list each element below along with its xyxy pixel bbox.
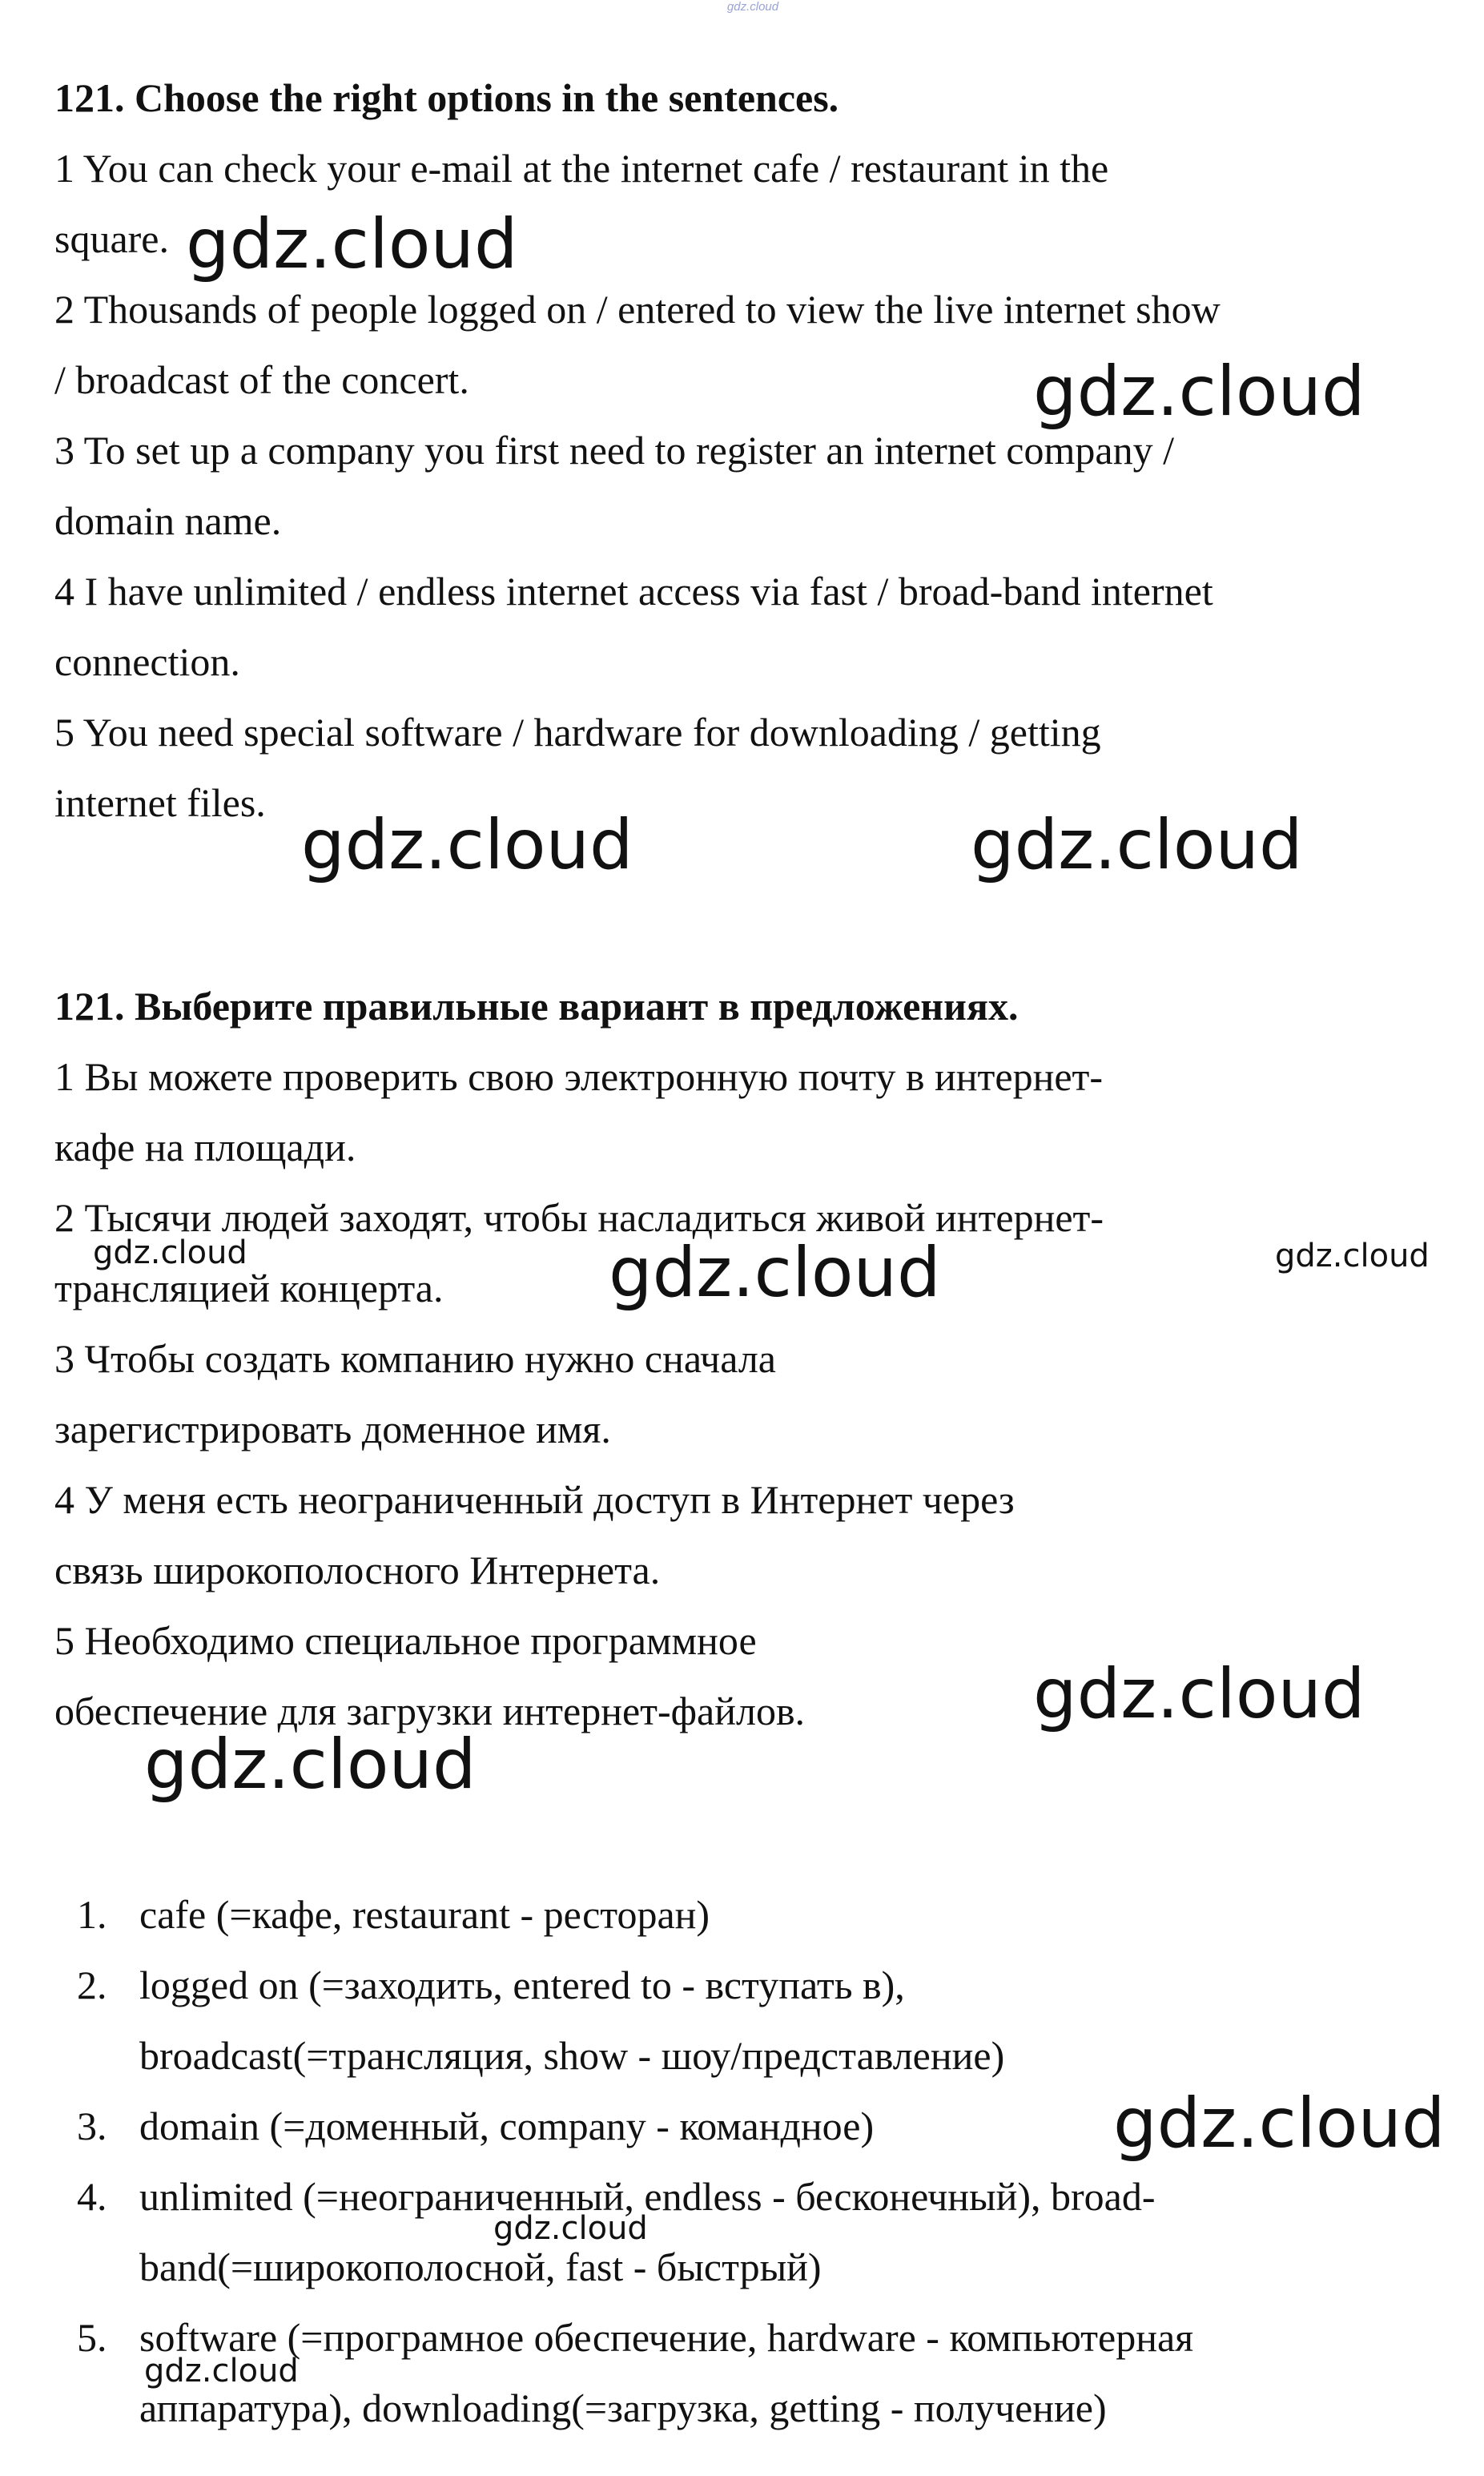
exercise-heading-ru: 121. Выберите правильные вариант в предложениях. xyxy=(54,984,1019,1029)
translation-line: 4 У меня есть неограниченный доступ в Интернет через xyxy=(54,1477,1015,1522)
translation-line: 5 Необходимо специальное программное xyxy=(54,1618,757,1663)
watermark: gdz.cloud xyxy=(301,805,633,885)
translation-line: трансляцией концерта. xyxy=(54,1266,444,1310)
watermark: gdz.cloud xyxy=(1033,352,1365,432)
english-exercise xyxy=(54,62,1432,838)
answer-line: cafe (=кафе, restaurant - ресторан) xyxy=(139,1892,710,1937)
answer-number: 5. xyxy=(77,2315,107,2360)
translation-line: кафе на площади. xyxy=(54,1125,356,1170)
answer-item xyxy=(54,1879,1432,1950)
watermark: gdz.cloud xyxy=(186,204,518,284)
sentence-line: 1 You can check your e-mail at the internet cafe / restaurant in the xyxy=(54,146,1109,191)
watermark: gdz.cloud xyxy=(971,805,1303,885)
answer-number: 3. xyxy=(77,2104,107,2148)
watermark: gdz.cloud xyxy=(1033,1654,1365,1734)
answer-line: band(=широкополосной, fast - быстрый) xyxy=(139,2245,822,2289)
watermark: gdz.cloud xyxy=(144,1725,477,1805)
exercise-heading-en: 121. Choose the right options in the sentences. xyxy=(54,75,839,120)
top-watermark: gdz.cloud xyxy=(726,0,779,14)
watermark: gdz.cloud xyxy=(493,2210,648,2247)
answer-line: broadcast(=трансляция, show - шоу/представление) xyxy=(139,2033,1005,2078)
translation-line: 3 Чтобы создать компанию нужно сначала xyxy=(54,1336,776,1381)
sentence-line: connection. xyxy=(54,639,240,684)
answer-line: logged on (=заходить, entered to - вступать в), xyxy=(139,1963,905,2007)
sentence-line: / broadcast of the concert. xyxy=(54,357,469,402)
translation-line: 2 Тысячи людей заходят, чтобы насладиться живой интернет- xyxy=(54,1195,1104,1240)
translation-line: обеспечение для загрузки интернет-файлов. xyxy=(54,1689,806,1733)
answer-line: unlimited (=неограниченный, endless - бесконечный), broad- xyxy=(139,2174,1156,2219)
answer-line: software (=програмное обеспечение, hardware - компьютерная xyxy=(139,2315,1194,2360)
sentence-line: 5 You need special software / hardware for downloading / getting xyxy=(54,710,1101,755)
answer-number: 1. xyxy=(77,1892,107,1937)
answer-number: 2. xyxy=(77,1963,107,2007)
answer-item xyxy=(54,2161,1432,2302)
translation-line: зарегистрировать доменное имя. xyxy=(54,1407,611,1451)
answer-item xyxy=(54,1950,1432,2091)
sentence-line: square. xyxy=(54,216,169,261)
watermark: gdz.cloud xyxy=(1275,1238,1430,1274)
watermark: gdz.cloud xyxy=(609,1233,941,1313)
sentence-line: 4 I have unlimited / endless internet access via fast / broad-band internet xyxy=(54,569,1213,614)
answer-number: 4. xyxy=(77,2174,107,2219)
translation-line: 1 Вы можете проверить свою электронную почту в интернет- xyxy=(54,1054,1104,1099)
translation-line: связь широкополосного Интернета. xyxy=(54,1548,661,1592)
sentence-line: domain name. xyxy=(54,498,282,543)
watermark: gdz.cloud xyxy=(1113,2083,1446,2164)
russian-translation xyxy=(54,971,1432,1746)
answer-line: аппаратура), downloading(=загрузка, getting - получение) xyxy=(139,2385,1107,2430)
answer-line: domain (=доменный, company - командное) xyxy=(139,2104,875,2148)
sentence-line: 2 Thousands of people logged on / entered to view the live internet show xyxy=(54,287,1221,332)
watermark: gdz.cloud xyxy=(93,1234,247,1271)
sentence-line: 3 To set up a company you first need to register an internet company / xyxy=(54,428,1174,473)
watermark: gdz.cloud xyxy=(144,2353,299,2389)
sentence-line: internet files. xyxy=(54,780,266,825)
